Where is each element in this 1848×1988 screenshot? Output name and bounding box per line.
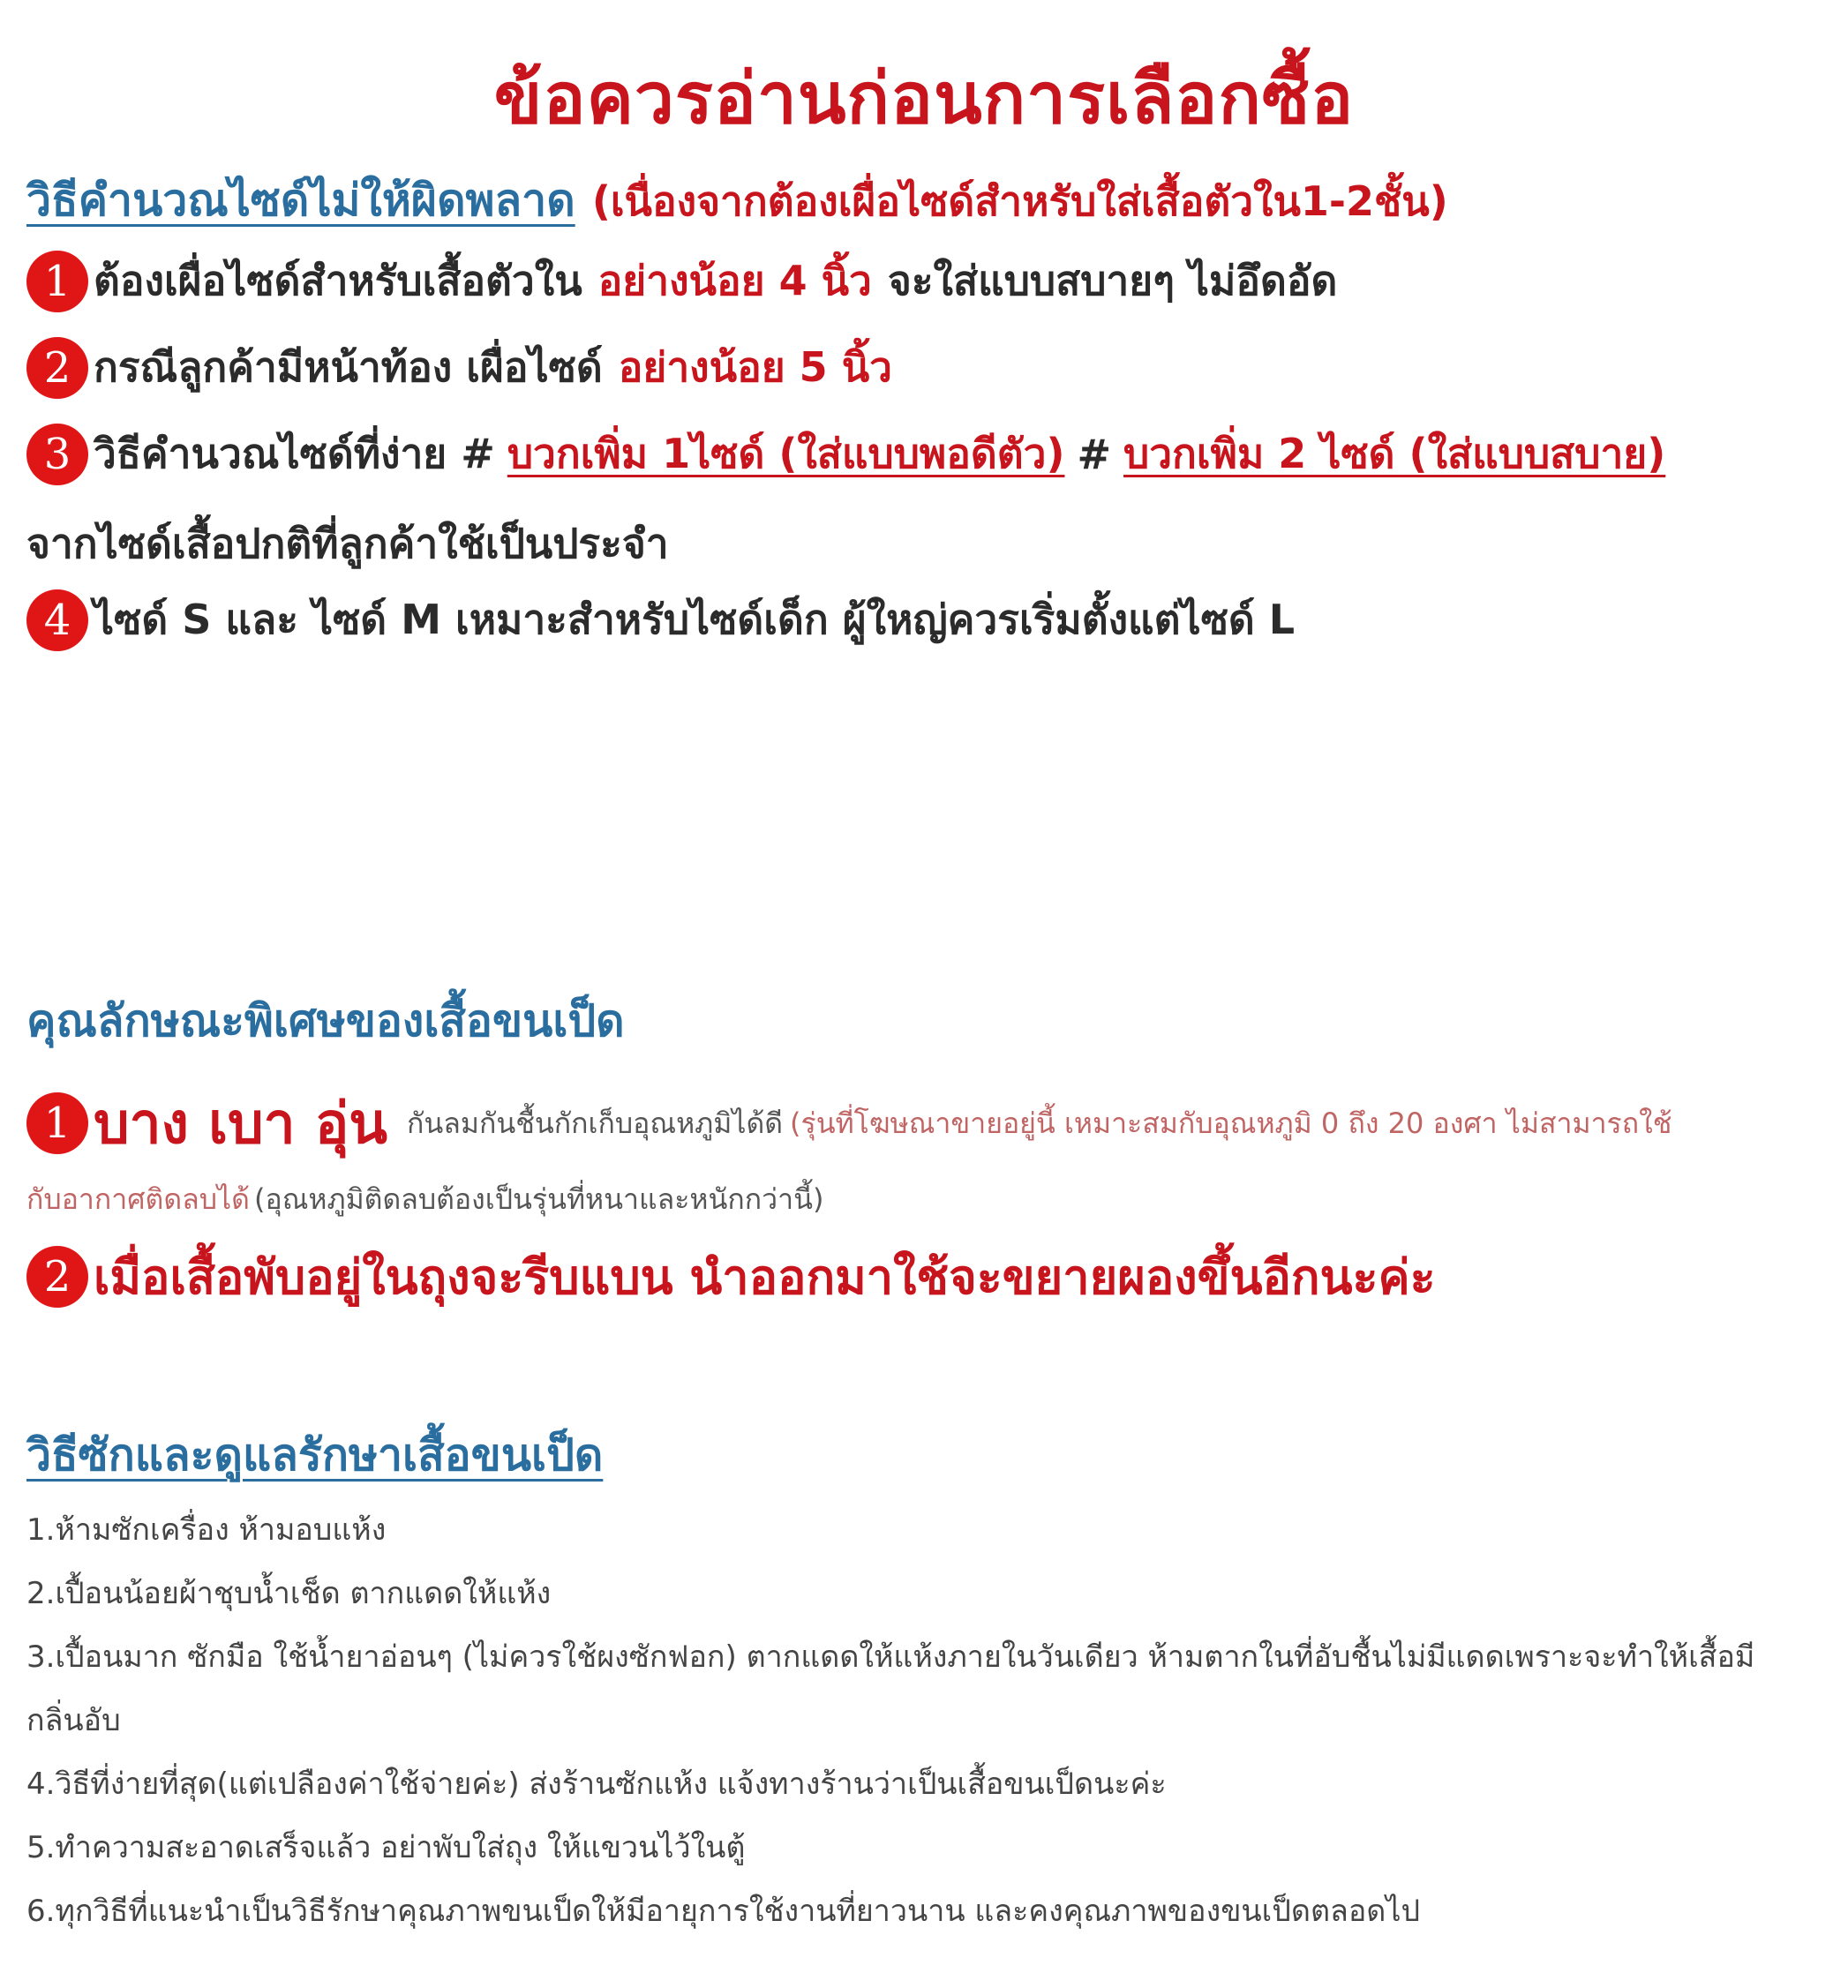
size-section-header bbox=[26, 166, 1448, 236]
size-item-2-text: กรณีลูกค้ามีหน้าท้อง เผื่อไซด์ bbox=[94, 343, 603, 391]
care-item-5: 5.ทำความสะอาดเสร็จแล้ว อย่าพับใส่ถุง ให้แขวนไว้ในตู้ bbox=[26, 1830, 746, 1865]
size-item-1-highlight: อย่างน้อย 4 นิ้ว bbox=[597, 257, 872, 304]
page-title: ข้อควรอ่านก่อนการเลือกซื้อ bbox=[493, 57, 1355, 139]
feature-item-1-small: กันลมกันชื้นกักเก็บอุณหภูมิได้ดี bbox=[407, 1106, 784, 1140]
number-1-badge: 1 bbox=[26, 1092, 88, 1154]
size-item-2-highlight: อย่างน้อย 5 นิ้ว bbox=[618, 343, 892, 391]
number-4-badge: 4 bbox=[26, 589, 88, 651]
feature-item-1 bbox=[26, 1078, 1671, 1168]
feature-section-header bbox=[26, 986, 625, 1056]
size-section-heading: วิธีคำนวณไซด์ไม่ให้ผิดพลาด bbox=[26, 175, 575, 226]
size-item-3-highlight: บวกเพิ่ม 1ไซด์ (ใส่แบบพอดีตัว) bbox=[507, 430, 1065, 477]
size-section-heading-note: (เนื่องจากต้องเผื่อไซด์สำหรับใส่เสื้อตัวใน1-2ชั้น) bbox=[591, 177, 1448, 225]
feature-item-1-note: (รุ่นที่โฆษณาขายอยู่นี้ เหมาะสมกับอุณหภูมิ 0 ถึง 20 องศา ไม่สามารถใช้ bbox=[790, 1106, 1672, 1140]
size-item-3-continuation: จากไซด์เสื้อปกติที่ลูกค้าใช้เป็นประจำ bbox=[26, 520, 669, 567]
number-2-badge: 2 bbox=[26, 337, 88, 399]
size-item-3 bbox=[26, 422, 1665, 486]
care-item-3: 3.เปื้อนมาก ซักมือ ใช้น้ำยาอ่อนๆ (ไม่ควรใช้ผงซักฟอก) ตากแดดให้แห้งภายในวันเดียว ห้ามตากในที่อับชื้นไม่มีแดดเพราะจะทำให้เสื้อมี bbox=[26, 1639, 1755, 1675]
feature-section-heading: คุณลักษณะพิเศษของเสื้อขนเป็ด bbox=[26, 995, 625, 1047]
feature-item-2 bbox=[26, 1239, 1455, 1315]
care-item-4: 4.วิธีที่ง่ายที่สุด(แต่เปลืองค่าใช้จ่ายค่ะ) ส่งร้านซักแห้ง แจ้งทางร้านว่าเป็นเสื้อขนเป็ดนะค่ะ bbox=[26, 1767, 1167, 1802]
size-item-1 bbox=[26, 249, 1337, 313]
care-section-header bbox=[26, 1421, 603, 1490]
feature-item-1-note-line2 bbox=[26, 1177, 823, 1222]
size-item-4 bbox=[26, 588, 1295, 652]
feature-item-1-note-line2-dark: (อุณหภูมิติดลบต้องเป็นรุ่นที่หนาและหนักกว่านี้) bbox=[253, 1182, 824, 1216]
care-item-1: 1.ห้ามซักเครื่อง ห้ามอบแห้ง bbox=[26, 1512, 387, 1548]
number-2-badge: 2 bbox=[26, 1246, 88, 1308]
care-item-2: 2.เปื้อนน้อยผ้าชุบน้ำเช็ด ตากแดดให้แห้ง bbox=[26, 1576, 552, 1611]
care-item-6: 6.ทุกวิธีที่แนะนำเป็นวิธีรักษาคุณภาพขนเป็ดให้มีอายุการใช้งานที่ยาวนาน และคงคุณภาพของขนเป็ดตลอดไป bbox=[26, 1894, 1421, 1929]
size-item-1-text: ต้องเผื่อไซด์สำหรับเสื้อตัวใน bbox=[94, 257, 582, 304]
size-item-2 bbox=[26, 335, 892, 400]
size-item-1-text-after: จะใส่แบบสบายๆ ไม่อึดอัด bbox=[887, 257, 1338, 304]
number-3-badge: 3 bbox=[26, 424, 88, 485]
care-section-heading: วิธีซักและดูแลรักษาเสื้อขนเป็ด bbox=[26, 1429, 604, 1481]
size-item-3-hash: # bbox=[1077, 430, 1112, 478]
size-item-3-text: วิธีคำนวณไซด์ที่ง่าย # bbox=[94, 430, 495, 477]
feature-item-1-note-line2-red: กับอากาศติดลบได้ bbox=[26, 1182, 250, 1216]
size-item-4-text: ไซด์ S และ ไซด์ M เหมาะสำหรับไซด์เด็ก ผู้ใหญ่ควรเริ่มตั้งแต่ไซด์ L bbox=[94, 596, 1296, 643]
number-1-badge: 1 bbox=[26, 251, 88, 312]
feature-item-1-big: บาง เบา อุ่น bbox=[94, 1092, 387, 1157]
care-item-3-continuation: กลิ่นอับ bbox=[26, 1703, 121, 1738]
size-item-3-highlight-2: บวกเพิ่ม 2 ไซด์ (ใส่แบบสบาย) bbox=[1123, 430, 1666, 477]
feature-item-2-big: เมื่อเสื้อพับอยู่ในถุงจะรีบแบน นำออกมาใช้จะขยายผองขึ้นอีกนะค่ะ bbox=[94, 1249, 1436, 1305]
